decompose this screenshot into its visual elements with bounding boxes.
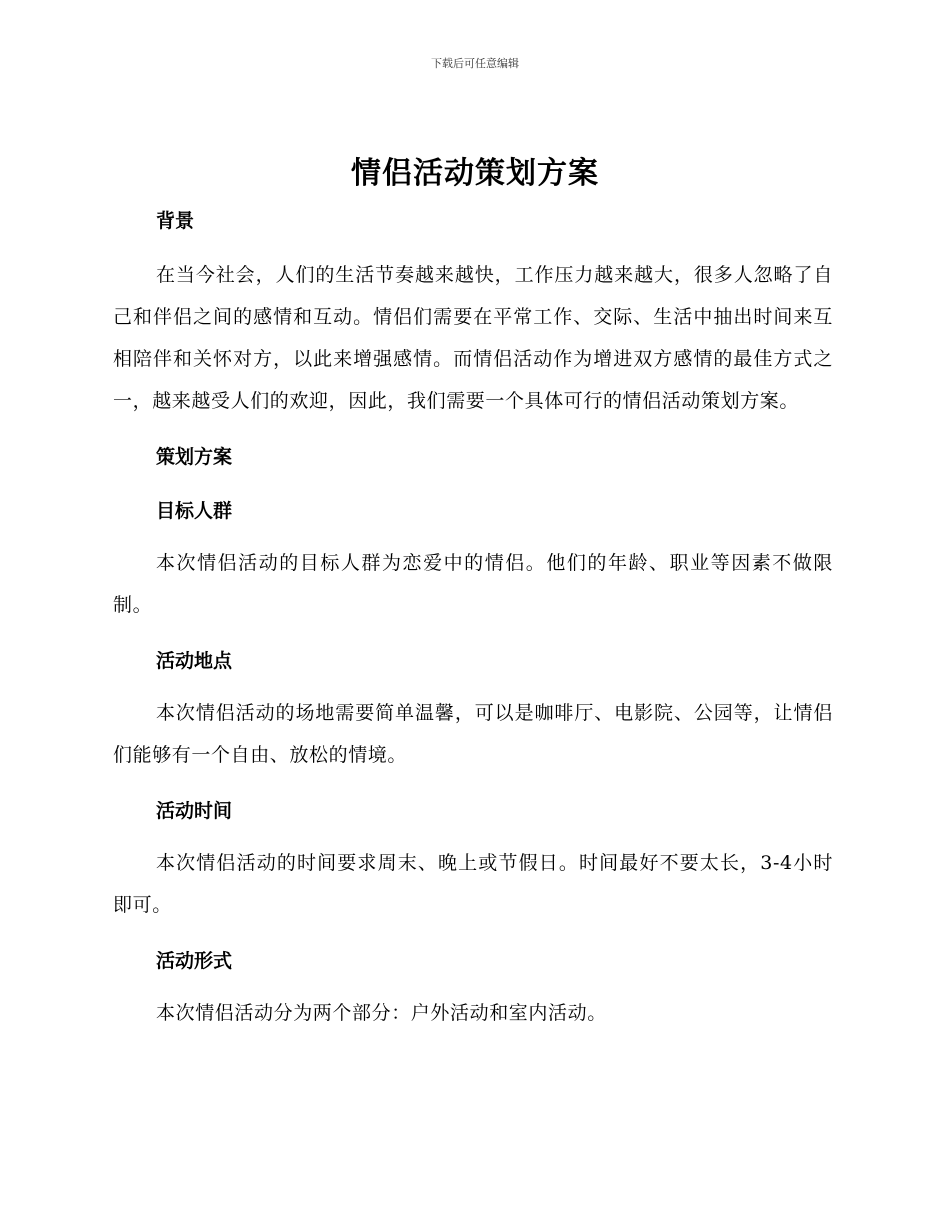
- section-paragraph-location: 本次情侣活动的场地需要简单温馨，可以是咖啡厅、电影院、公园等，让情侣们能够有一个自由、放松的情境。: [113, 702, 833, 766]
- section-heading-time: 活动时间: [156, 800, 233, 822]
- page-header: 下载后可任意编辑: [431, 57, 519, 70]
- section-paragraph-target-audience: 本次情侣活动的目标人群为恋爱中的情侣。他们的年龄、职业等因素不做限制。: [113, 552, 833, 616]
- document-title: 情侣活动策划方案: [351, 156, 599, 191]
- section-paragraph-format: 本次情侣活动分为两个部分：户外活动和室内活动。: [156, 1002, 607, 1024]
- section-heading-background: 背景: [156, 210, 195, 232]
- document-body: [113, 200, 833, 1048]
- section-paragraph-time: 本次情侣活动的时间要求周末、晚上或节假日。时间最好不要太长，3-4小时即可。: [113, 852, 833, 916]
- section-paragraph-background: 在当今社会，人们的生活节奏越来越快，工作压力越来越大，很多人忽略了自己和伴侣之间的感情和互动。情侣们需要在平常工作、交际、生活中抽出时间来互相陪伴和关怀对方，以此来增强感情。而情侣活动作为增进双方感情的最佳方式之一，越来越受人们的欢迎，因此，我们需要一个具体可行的情侣活动策划方案。: [113, 264, 833, 412]
- section-heading-location: 活动地点: [156, 650, 233, 672]
- section-heading-plan: 策划方案: [156, 446, 233, 468]
- section-heading-format: 活动形式: [156, 950, 233, 972]
- section-heading-target-audience: 目标人群: [156, 500, 233, 522]
